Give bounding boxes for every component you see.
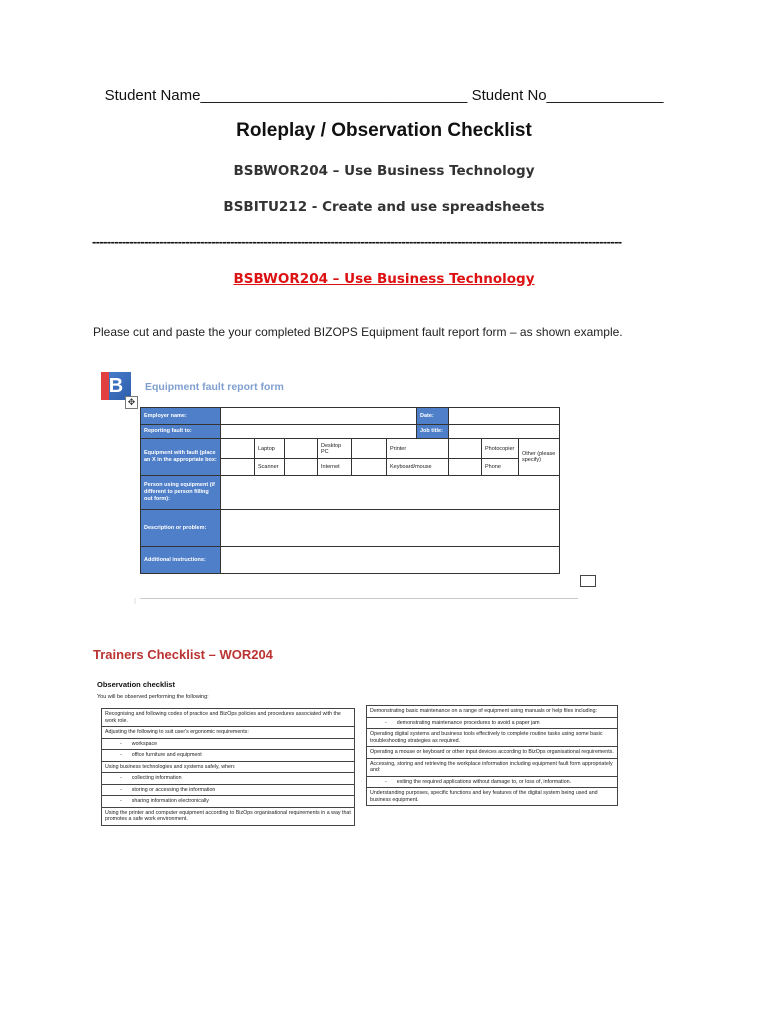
date-label: Date:	[417, 408, 449, 425]
checkbox-scanner[interactable]	[221, 459, 255, 476]
date-field[interactable]	[449, 408, 560, 425]
bullet-icon: -	[120, 752, 122, 758]
checkbox-laptop[interactable]	[221, 439, 255, 459]
unit-subtitle-itu212: BSBITU212 - Create and use spreadsheets	[223, 199, 545, 215]
checklist-row	[367, 776, 618, 788]
option-phone: Phone	[482, 459, 519, 476]
checklist-sub-item	[102, 784, 355, 796]
additional-instructions-field[interactable]	[221, 547, 560, 574]
form-bottom-rule	[140, 598, 578, 599]
checklist-row	[367, 729, 618, 747]
checklist-row	[102, 807, 355, 825]
checklist-item	[102, 727, 355, 739]
trainers-checklist-heading: Trainers Checklist – WOR204	[93, 647, 273, 662]
checklist-row	[367, 706, 618, 718]
option-printer: Printer	[387, 439, 449, 459]
checklist-row	[102, 727, 355, 739]
checklist-item	[102, 761, 355, 773]
checkbox-keyboard-mouse[interactable]	[352, 459, 387, 476]
employer-name-field[interactable]	[221, 408, 417, 425]
equipment-fault-label: Equipment with fault (place an X in the appropriate box:	[141, 439, 221, 476]
checklist-item-text: workspace	[131, 740, 158, 747]
checklist-row	[102, 750, 355, 762]
checklist-item-text: Adjusting the following to suit user's ergonomic requirements:	[105, 729, 249, 735]
checklist-item	[367, 788, 618, 806]
checklist-item-text: Demonstrating basic maintenance on a range of equipment using manuals or help files including:	[370, 708, 598, 714]
checklist-row	[367, 758, 618, 776]
checklist-row	[367, 788, 618, 806]
checklist-item-text: Operating a mouse or keyboard or other input devices according to BizOps organisational requirements.	[370, 749, 614, 755]
checklist-row	[102, 784, 355, 796]
observation-checklist-left-table	[101, 708, 355, 826]
reporting-fault-field[interactable]	[221, 425, 417, 439]
dashed-separator: ----------------------------------------------------------------------------------------------------------------------------------------------	[92, 234, 622, 249]
section-heading-wor204: BSBWOR204 – Use Business Technology	[233, 271, 535, 287]
description-field[interactable]	[221, 510, 560, 547]
checkbox-desktop[interactable]	[285, 439, 318, 459]
student-name-number-line: Student Name________________________________ Student No______________	[104, 87, 664, 104]
checklist-item-text: office furniture and equipment	[131, 752, 202, 758]
checklist-row	[102, 773, 355, 785]
bullet-icon: -	[120, 740, 122, 747]
checklist-item	[367, 747, 618, 759]
bullet-icon: -	[120, 775, 122, 781]
checklist-item-text: collecting information	[131, 775, 182, 781]
checklist-item-text: Using the printer and computer equipment according to BizOps organisational requirements in a way that promotes a safe work environment.	[105, 809, 351, 822]
option-keyboard-mouse: Keyboard/mouse	[387, 459, 449, 476]
checklist-item-text: Understanding purposes, specific functions and key features of the digital system being used and business equipment.	[370, 790, 598, 803]
observation-checklist-right-table	[366, 705, 618, 806]
bullet-icon: -	[385, 778, 387, 785]
checklist-row	[102, 761, 355, 773]
checklist-item-text: Operating digital systems and business tools effectively to complete routine tasks using some basic troubleshooting strategies as required.	[370, 731, 603, 744]
job-title-field[interactable]	[449, 425, 560, 439]
checklist-sub-item	[102, 796, 355, 808]
checklist-item	[367, 706, 618, 718]
resize-handle[interactable]	[580, 575, 596, 587]
form-bottom-rule-tick	[134, 598, 136, 604]
checklist-item-text: storing or accessing the information	[131, 786, 216, 793]
checklist-item	[102, 709, 355, 727]
option-scanner: Scanner	[255, 459, 285, 476]
checkbox-phone[interactable]	[449, 459, 482, 476]
reporting-fault-label: Reporting fault to:	[141, 425, 221, 439]
checklist-sub-item	[367, 776, 618, 788]
checklist-row	[102, 796, 355, 808]
option-other: Other (please specify)	[519, 439, 560, 476]
checkbox-internet[interactable]	[285, 459, 318, 476]
person-using-equipment-label: Person using equipment (if different to person filling out form):	[141, 476, 221, 510]
employer-name-label: Employer name:	[141, 408, 221, 425]
checklist-row	[102, 709, 355, 727]
checklist-sub-item	[367, 717, 618, 729]
instruction-text: Please cut and paste the your completed BIZOPS Equipment fault report form – as shown example.	[93, 325, 623, 339]
bullet-icon: -	[385, 719, 387, 726]
checklist-item	[102, 807, 355, 825]
option-internet: Internet	[318, 459, 352, 476]
unit-subtitle-wor204: BSBWOR204 – Use Business Technology	[233, 163, 535, 179]
option-laptop: Laptop	[255, 439, 285, 459]
checklist-sub-item	[102, 738, 355, 750]
checklist-item	[367, 729, 618, 747]
bizops-logo: B	[101, 372, 131, 400]
checklist-item-text: Using business technologies and systems safely, when:	[105, 763, 236, 770]
additional-instructions-label: Additional instructions:	[141, 547, 221, 574]
checklist-sub-item	[102, 773, 355, 785]
job-title-label: Job title:	[417, 425, 449, 439]
person-using-equipment-field[interactable]	[221, 476, 560, 510]
bullet-icon: -	[120, 786, 122, 793]
observation-checklist-title: Observation checklist	[97, 680, 175, 689]
checklist-row	[367, 747, 618, 759]
checkbox-photocopier[interactable]	[449, 439, 482, 459]
table-move-handle-icon[interactable]: ✥	[125, 396, 138, 409]
checklist-row	[367, 717, 618, 729]
checklist-item-text: Recognising and following codes of practice and BizOps policies and procedures associated with the work role.	[105, 711, 341, 724]
checklist-item-text: demonstrating maintenance procedures to avoid a paper jam	[396, 719, 540, 726]
checklist-item-text: Accessing, storing and retrieving the workplace information including equipment fault form appropriately and:	[370, 760, 613, 773]
form-title: Equipment fault report form	[145, 381, 284, 393]
equipment-fault-form-table	[140, 407, 560, 574]
description-label: Description or problem:	[141, 510, 221, 547]
checkbox-printer[interactable]	[352, 439, 387, 459]
observation-checklist-subtitle: You will be observed performing the following:	[97, 694, 209, 700]
checklist-item	[367, 758, 618, 776]
option-photocopier: Photocopier	[482, 439, 519, 459]
option-desktop: Desktop PC	[318, 439, 352, 459]
checklist-row	[102, 738, 355, 750]
checklist-item-text: exiting the required applications without damage to, or loss of, information.	[396, 778, 572, 785]
bizops-logo-accent	[101, 372, 109, 400]
checklist-sub-item	[102, 750, 355, 762]
checklist-item-text: sharing information electronically	[131, 798, 209, 804]
page-title: Roleplay / Observation Checklist	[236, 120, 532, 141]
bullet-icon: -	[120, 798, 122, 804]
